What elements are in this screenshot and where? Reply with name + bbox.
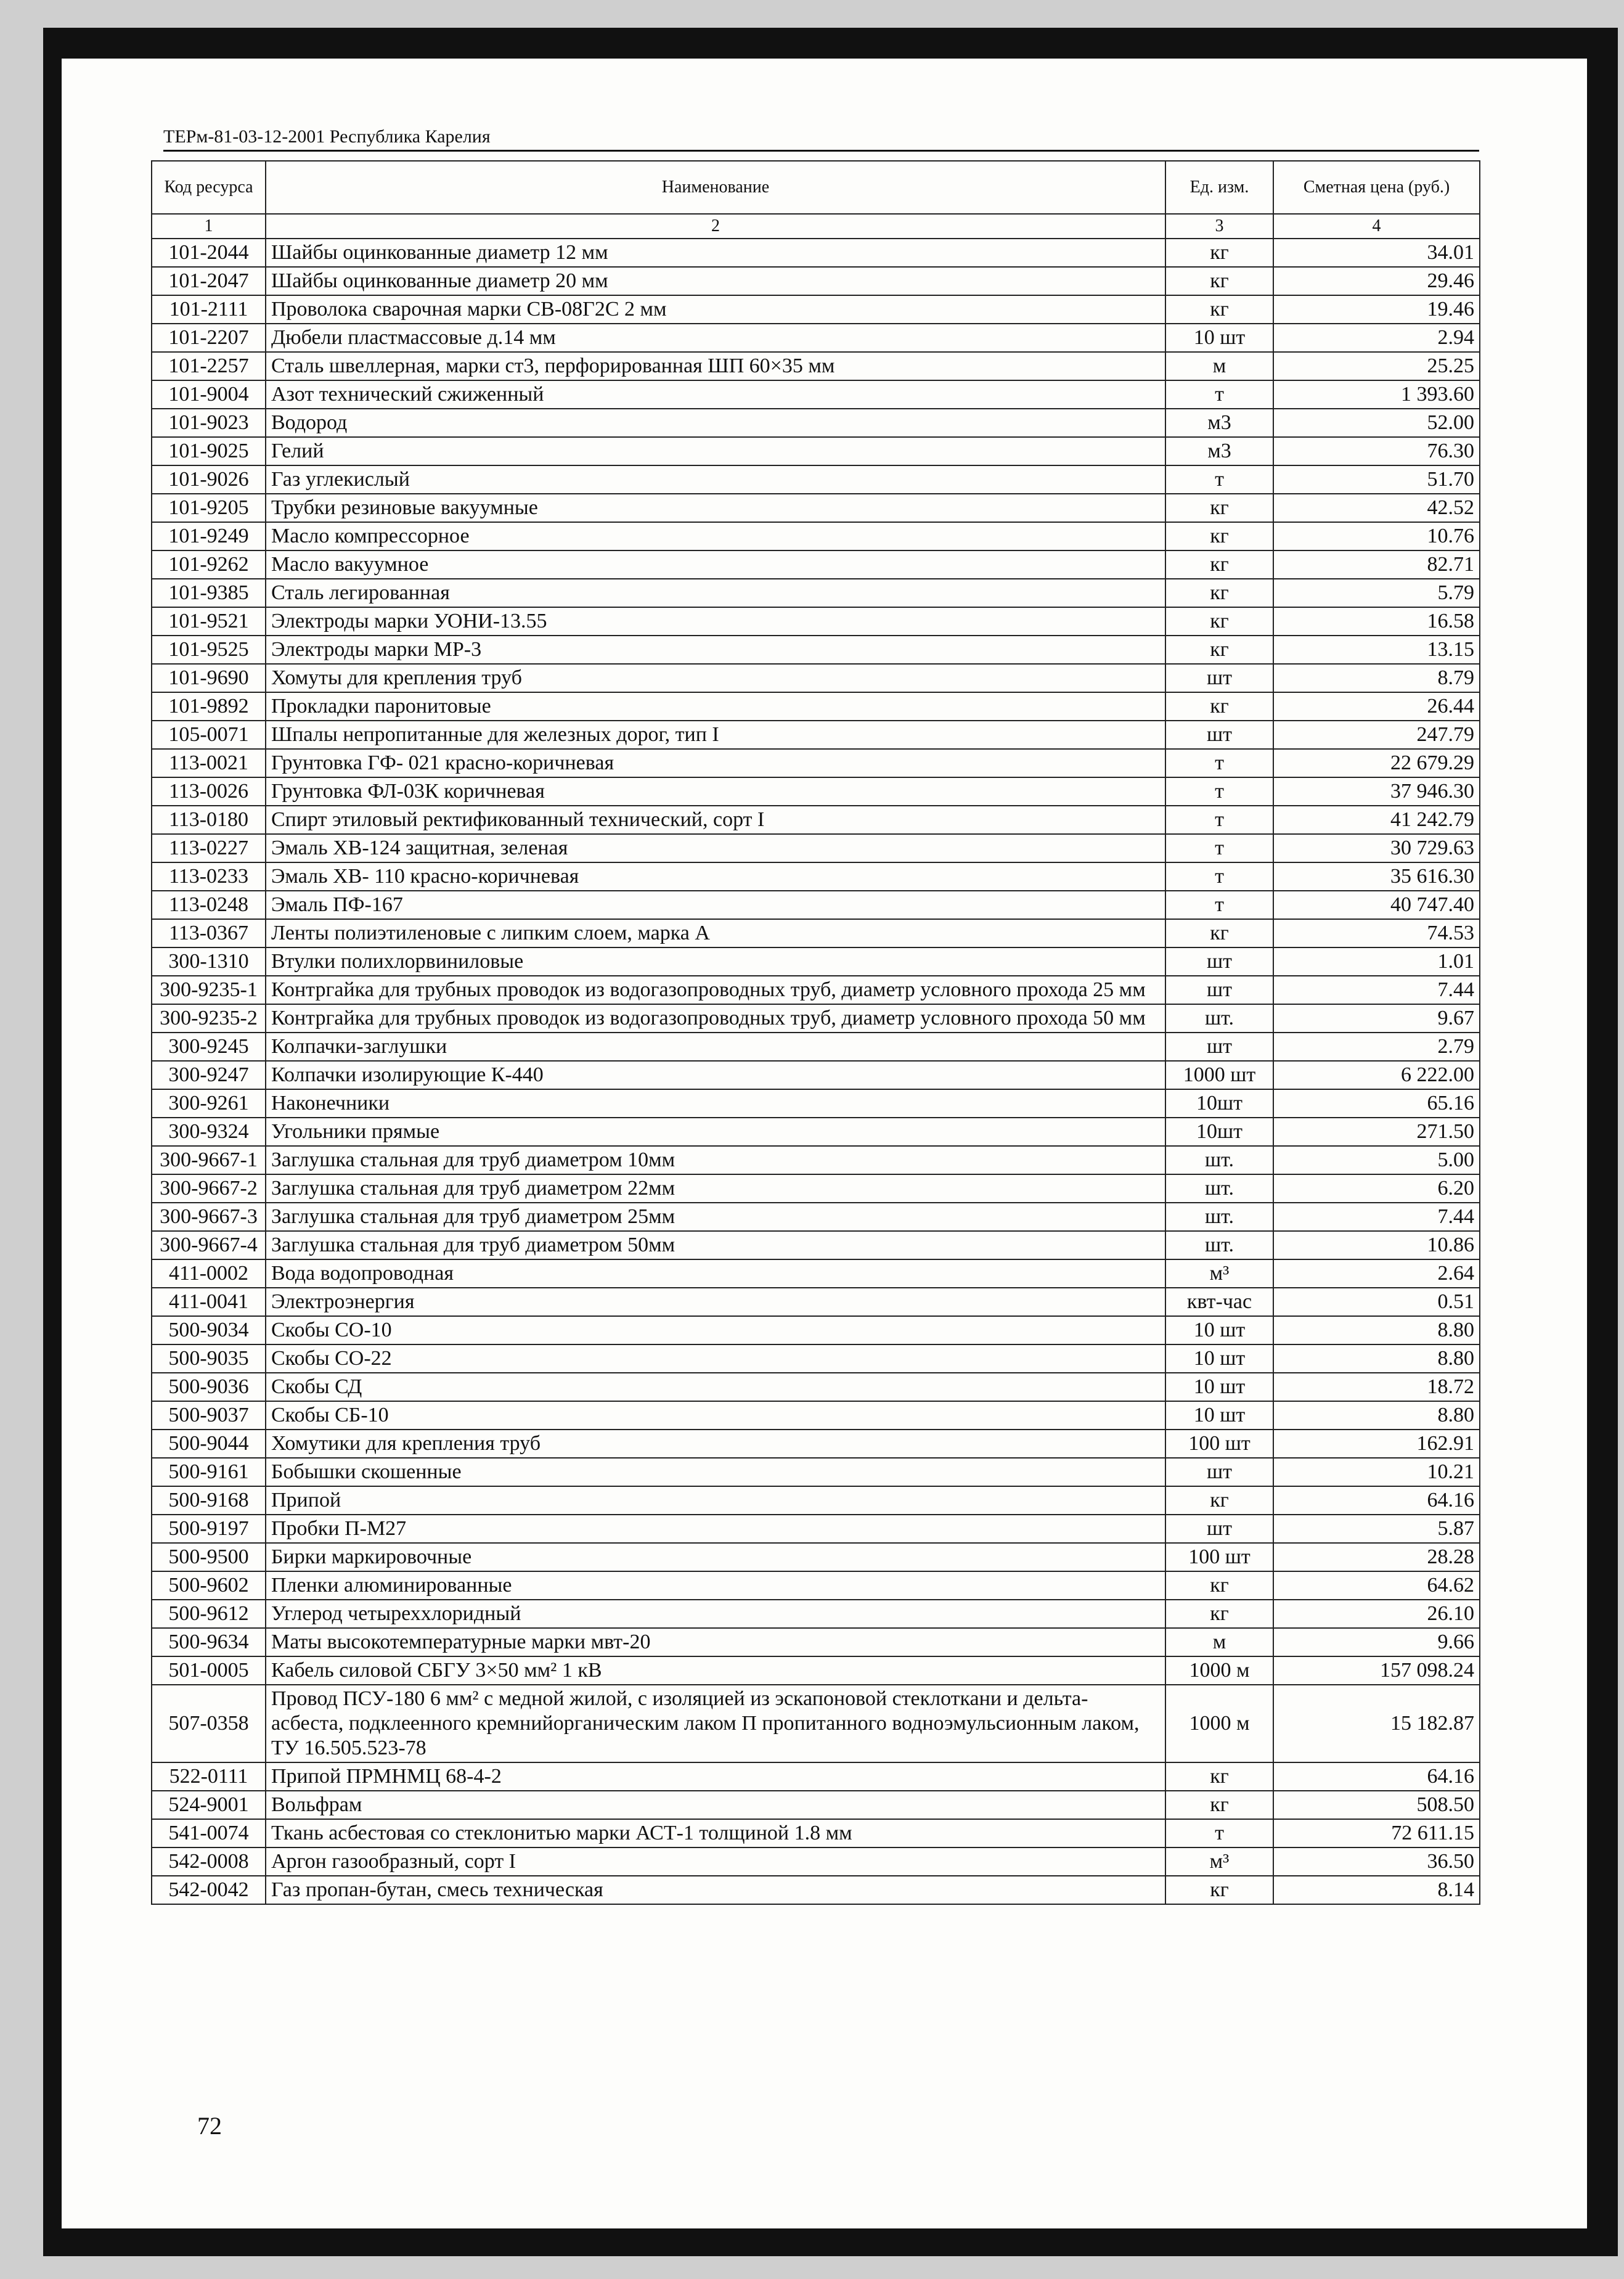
resource-price: 1 393.60 xyxy=(1273,380,1480,409)
resource-code: 101-2044 xyxy=(152,239,266,267)
resource-name: Углерод четыреххлоридный xyxy=(266,1600,1165,1628)
resource-unit: шт xyxy=(1165,664,1273,692)
document-header: ТЕРм-81-03-12-2001 Республика Карелия xyxy=(163,126,1479,152)
resource-unit: м xyxy=(1165,1628,1273,1656)
resource-name: Спирт этиловый ректификованный технический, сорт I xyxy=(266,806,1165,834)
resource-unit: шт xyxy=(1165,721,1273,749)
resource-price: 29.46 xyxy=(1273,267,1480,295)
resource-unit: кг xyxy=(1165,1762,1273,1791)
resource-name: Эмаль ХВ-124 защитная, зеленая xyxy=(266,834,1165,862)
resource-code: 524-9001 xyxy=(152,1791,266,1819)
table-row xyxy=(152,1231,1480,1259)
resource-unit: кг xyxy=(1165,692,1273,721)
resource-name: Скобы СД xyxy=(266,1373,1165,1401)
resource-name: Газ углекислый xyxy=(266,465,1165,494)
resource-code: 300-9261 xyxy=(152,1089,266,1118)
resource-code: 300-9247 xyxy=(152,1061,266,1089)
resource-unit: шт xyxy=(1165,1515,1273,1543)
resource-unit: 1000 шт xyxy=(1165,1061,1273,1089)
resource-price: 2.94 xyxy=(1273,324,1480,352)
table-row xyxy=(152,777,1480,806)
resource-unit: кг xyxy=(1165,1600,1273,1628)
resource-price: 8.14 xyxy=(1273,1876,1480,1904)
resource-code: 101-9262 xyxy=(152,550,266,579)
resource-price: 19.46 xyxy=(1273,295,1480,324)
table-row xyxy=(152,806,1480,834)
resource-price: 22 679.29 xyxy=(1273,749,1480,777)
resource-price: 37 946.30 xyxy=(1273,777,1480,806)
resource-price: 8.80 xyxy=(1273,1401,1480,1430)
price-table xyxy=(151,160,1480,1905)
resource-name: Сталь легированная xyxy=(266,579,1165,607)
resource-name: Ткань асбестовая со стеклонитью марки АСТ-1 толщиной 1.8 мм xyxy=(266,1819,1165,1847)
table-row xyxy=(152,1600,1480,1628)
resource-price: 30 729.63 xyxy=(1273,834,1480,862)
resource-unit: м³ xyxy=(1165,1847,1273,1876)
resource-name: Припой xyxy=(266,1486,1165,1515)
resource-unit: шт. xyxy=(1165,1004,1273,1033)
resource-unit: кг xyxy=(1165,579,1273,607)
resource-name: Контргайка для трубных проводок из водогазопроводных труб, диаметр условного прохода 25 мм xyxy=(266,976,1165,1004)
resource-name: Электроэнергия xyxy=(266,1288,1165,1316)
resource-price: 6 222.00 xyxy=(1273,1061,1480,1089)
resource-name: Вольфрам xyxy=(266,1791,1165,1819)
resource-unit: 10 шт xyxy=(1165,1344,1273,1373)
resource-code: 500-9168 xyxy=(152,1486,266,1515)
resource-unit: 10 шт xyxy=(1165,324,1273,352)
resource-name: Хомутики для крепления труб xyxy=(266,1430,1165,1458)
resource-price: 42.52 xyxy=(1273,494,1480,522)
resource-code: 113-0021 xyxy=(152,749,266,777)
resource-price: 5.79 xyxy=(1273,579,1480,607)
table-row xyxy=(152,267,1480,295)
table-row xyxy=(152,947,1480,976)
resource-code: 500-9634 xyxy=(152,1628,266,1656)
resource-price: 16.58 xyxy=(1273,607,1480,636)
resource-price: 26.10 xyxy=(1273,1600,1480,1628)
resource-code: 500-9602 xyxy=(152,1571,266,1600)
resource-price: 13.15 xyxy=(1273,636,1480,664)
table-row xyxy=(152,1819,1480,1847)
table-row xyxy=(152,721,1480,749)
resource-price: 2.64 xyxy=(1273,1259,1480,1288)
resource-code: 500-9612 xyxy=(152,1600,266,1628)
table-row xyxy=(152,834,1480,862)
resource-name: Масло вакуумное xyxy=(266,550,1165,579)
resource-code: 500-9044 xyxy=(152,1430,266,1458)
resource-unit: м3 xyxy=(1165,437,1273,465)
table-row xyxy=(152,409,1480,437)
table-row xyxy=(152,1089,1480,1118)
resource-code: 101-9205 xyxy=(152,494,266,522)
table-row xyxy=(152,749,1480,777)
resource-price: 10.76 xyxy=(1273,522,1480,550)
resource-unit: т xyxy=(1165,465,1273,494)
table-row xyxy=(152,1685,1480,1762)
resource-name: Бобышки скошенные xyxy=(266,1458,1165,1486)
resource-name: Скобы СБ-10 xyxy=(266,1401,1165,1430)
resource-name: Сталь швеллерная, марки ст3, перфорированная ШП 60×35 мм xyxy=(266,352,1165,380)
resource-name: Угольники прямые xyxy=(266,1118,1165,1146)
column-header-name: Наименование xyxy=(266,161,1165,214)
resource-price: 26.44 xyxy=(1273,692,1480,721)
table-row xyxy=(152,1118,1480,1146)
resource-name: Заглушка стальная для труб диаметром 22мм xyxy=(266,1174,1165,1203)
resource-code: 542-0042 xyxy=(152,1876,266,1904)
resource-name: Эмаль ХВ- 110 красно-коричневая xyxy=(266,862,1165,891)
table-row xyxy=(152,352,1480,380)
table-row xyxy=(152,1004,1480,1033)
resource-name: Масло компрессорное xyxy=(266,522,1165,550)
resource-price: 28.28 xyxy=(1273,1543,1480,1571)
resource-name: Прокладки паронитовые xyxy=(266,692,1165,721)
resource-name: Пленки алюминированные xyxy=(266,1571,1165,1600)
resource-price: 7.44 xyxy=(1273,976,1480,1004)
resource-price: 271.50 xyxy=(1273,1118,1480,1146)
resource-code: 101-9690 xyxy=(152,664,266,692)
table-row xyxy=(152,1146,1480,1174)
resource-unit: кг xyxy=(1165,636,1273,664)
resource-unit: кг xyxy=(1165,1876,1273,1904)
resource-price: 76.30 xyxy=(1273,437,1480,465)
resource-name: Маты высокотемпературные марки мвт-20 xyxy=(266,1628,1165,1656)
resource-unit: т xyxy=(1165,806,1273,834)
table-row xyxy=(152,891,1480,919)
resource-unit: шт xyxy=(1165,947,1273,976)
resource-name: Проволока сварочная марки СВ-08Г2С 2 мм xyxy=(266,295,1165,324)
resource-code: 500-9036 xyxy=(152,1373,266,1401)
resource-unit: кг xyxy=(1165,494,1273,522)
resource-unit: кг xyxy=(1165,1791,1273,1819)
resource-code: 113-0026 xyxy=(152,777,266,806)
table-row xyxy=(152,636,1480,664)
resource-price: 8.79 xyxy=(1273,664,1480,692)
table-row xyxy=(152,1458,1480,1486)
resource-code: 101-2047 xyxy=(152,267,266,295)
resource-price: 1.01 xyxy=(1273,947,1480,976)
resource-price: 8.80 xyxy=(1273,1344,1480,1373)
resource-code: 300-9667-4 xyxy=(152,1231,266,1259)
resource-price: 5.00 xyxy=(1273,1146,1480,1174)
resource-name: Скобы СО-22 xyxy=(266,1344,1165,1373)
resource-code: 101-9026 xyxy=(152,465,266,494)
table-row xyxy=(152,1033,1480,1061)
table-row xyxy=(152,919,1480,947)
resource-unit: кг xyxy=(1165,267,1273,295)
resource-unit: т xyxy=(1165,749,1273,777)
table-row xyxy=(152,976,1480,1004)
resource-price: 5.87 xyxy=(1273,1515,1480,1543)
resource-price: 25.25 xyxy=(1273,352,1480,380)
resource-unit: 100 шт xyxy=(1165,1430,1273,1458)
resource-price: 10.21 xyxy=(1273,1458,1480,1486)
resource-code: 113-0227 xyxy=(152,834,266,862)
resource-unit: т xyxy=(1165,862,1273,891)
table-row xyxy=(152,1515,1480,1543)
resource-unit: кг xyxy=(1165,1571,1273,1600)
resource-price: 36.50 xyxy=(1273,1847,1480,1876)
resource-name: Бирки маркировочные xyxy=(266,1543,1165,1571)
resource-name: Шпалы непропитанные для железных дорог, тип I xyxy=(266,721,1165,749)
resource-unit: т xyxy=(1165,891,1273,919)
table-row xyxy=(152,437,1480,465)
resource-code: 500-9500 xyxy=(152,1543,266,1571)
resource-unit: м³ xyxy=(1165,1259,1273,1288)
resource-code: 101-9525 xyxy=(152,636,266,664)
table-row xyxy=(152,1174,1480,1203)
resource-code: 101-9025 xyxy=(152,437,266,465)
resource-code: 101-2111 xyxy=(152,295,266,324)
resource-price: 82.71 xyxy=(1273,550,1480,579)
resource-unit: кг xyxy=(1165,522,1273,550)
column-header-price: Сметная цена (руб.) xyxy=(1273,161,1480,214)
resource-code: 101-9004 xyxy=(152,380,266,409)
resource-unit: 10шт xyxy=(1165,1089,1273,1118)
table-row xyxy=(152,1876,1480,1904)
resource-price: 0.51 xyxy=(1273,1288,1480,1316)
table-row xyxy=(152,522,1480,550)
resource-price: 52.00 xyxy=(1273,409,1480,437)
resource-name: Электроды марки УОНИ-13.55 xyxy=(266,607,1165,636)
resource-code: 507-0358 xyxy=(152,1685,266,1762)
resource-code: 300-9667-2 xyxy=(152,1174,266,1203)
resource-name: Ленты полиэтиленовые с липким слоем, марка А xyxy=(266,919,1165,947)
resource-price: 65.16 xyxy=(1273,1089,1480,1118)
resource-name: Заглушка стальная для труб диаметром 25мм xyxy=(266,1203,1165,1231)
resource-name: Азот технический сжиженный xyxy=(266,380,1165,409)
resource-code: 300-9235-2 xyxy=(152,1004,266,1033)
resource-price: 15 182.87 xyxy=(1273,1685,1480,1762)
table-row xyxy=(152,1203,1480,1231)
resource-price: 34.01 xyxy=(1273,239,1480,267)
resource-name: Эмаль ПФ-167 xyxy=(266,891,1165,919)
resource-code: 500-9161 xyxy=(152,1458,266,1486)
resource-unit: 10 шт xyxy=(1165,1373,1273,1401)
resource-price: 18.72 xyxy=(1273,1373,1480,1401)
table-row xyxy=(152,1571,1480,1600)
resource-code: 542-0008 xyxy=(152,1847,266,1876)
table-row xyxy=(152,1259,1480,1288)
resource-unit: 100 шт xyxy=(1165,1543,1273,1571)
table-row xyxy=(152,1288,1480,1316)
table-row xyxy=(152,607,1480,636)
table-row xyxy=(152,692,1480,721)
resource-name: Грунтовка ГФ- 021 красно-коричневая xyxy=(266,749,1165,777)
resource-unit: 1000 м xyxy=(1165,1656,1273,1685)
resource-unit: кг xyxy=(1165,550,1273,579)
table-row xyxy=(152,1847,1480,1876)
resource-unit: кг xyxy=(1165,239,1273,267)
resource-name: Кабель силовой СБГУ 3×50 мм² 1 кВ xyxy=(266,1656,1165,1685)
column-number: 4 xyxy=(1273,214,1480,239)
resource-unit: шт xyxy=(1165,1033,1273,1061)
resource-price: 40 747.40 xyxy=(1273,891,1480,919)
table-row xyxy=(152,1373,1480,1401)
resource-price: 247.79 xyxy=(1273,721,1480,749)
resource-price: 162.91 xyxy=(1273,1430,1480,1458)
resource-unit: шт. xyxy=(1165,1146,1273,1174)
resource-name: Заглушка стальная для труб диаметром 10мм xyxy=(266,1146,1165,1174)
resource-name: Гелий xyxy=(266,437,1165,465)
table-row xyxy=(152,1430,1480,1458)
resource-name: Грунтовка ФЛ-03К коричневая xyxy=(266,777,1165,806)
resource-code: 101-9249 xyxy=(152,522,266,550)
table-row xyxy=(152,295,1480,324)
resource-price: 41 242.79 xyxy=(1273,806,1480,834)
resource-code: 113-0248 xyxy=(152,891,266,919)
resource-code: 500-9037 xyxy=(152,1401,266,1430)
resource-code: 101-9892 xyxy=(152,692,266,721)
resource-code: 411-0002 xyxy=(152,1259,266,1288)
resource-code: 101-2207 xyxy=(152,324,266,352)
resource-code: 300-1310 xyxy=(152,947,266,976)
resource-code: 113-0367 xyxy=(152,919,266,947)
resource-code: 501-0005 xyxy=(152,1656,266,1685)
resource-name: Шайбы оцинкованные диаметр 20 мм xyxy=(266,267,1165,295)
resource-name: Колпачки изолирующие К-440 xyxy=(266,1061,1165,1089)
resource-code: 500-9197 xyxy=(152,1515,266,1543)
resource-code: 105-0071 xyxy=(152,721,266,749)
column-header-unit: Ед. изм. xyxy=(1165,161,1273,214)
table-row xyxy=(152,1401,1480,1430)
resource-code: 113-0233 xyxy=(152,862,266,891)
column-number: 1 xyxy=(152,214,266,239)
resource-unit: т xyxy=(1165,1819,1273,1847)
resource-unit: кг xyxy=(1165,607,1273,636)
table-row xyxy=(152,1316,1480,1344)
resource-code: 101-9521 xyxy=(152,607,266,636)
table-row xyxy=(152,324,1480,352)
resource-unit: кг xyxy=(1165,919,1273,947)
resource-price: 7.44 xyxy=(1273,1203,1480,1231)
resource-unit: кг xyxy=(1165,1486,1273,1515)
resource-unit: шт. xyxy=(1165,1174,1273,1203)
resource-code: 300-9667-3 xyxy=(152,1203,266,1231)
resource-unit: кг xyxy=(1165,295,1273,324)
table-row xyxy=(152,1344,1480,1373)
resource-price: 74.53 xyxy=(1273,919,1480,947)
resource-code: 113-0180 xyxy=(152,806,266,834)
table-row xyxy=(152,494,1480,522)
resource-price: 157 098.24 xyxy=(1273,1656,1480,1685)
table-row xyxy=(152,1628,1480,1656)
resource-name: Заглушка стальная для труб диаметром 50мм xyxy=(266,1231,1165,1259)
table-row xyxy=(152,1486,1480,1515)
resource-price: 64.16 xyxy=(1273,1762,1480,1791)
resource-name: Колпачки-заглушки xyxy=(266,1033,1165,1061)
resource-name: Электроды марки МР-3 xyxy=(266,636,1165,664)
resource-code: 101-9023 xyxy=(152,409,266,437)
table-row xyxy=(152,579,1480,607)
table-row xyxy=(152,550,1480,579)
resource-name: Втулки полихлорвиниловые xyxy=(266,947,1165,976)
resource-price: 9.67 xyxy=(1273,1004,1480,1033)
resource-name: Водород xyxy=(266,409,1165,437)
resource-unit: шт xyxy=(1165,976,1273,1004)
resource-name: Пробки П-М27 xyxy=(266,1515,1165,1543)
resource-unit: 1000 м xyxy=(1165,1685,1273,1762)
resource-code: 300-9667-1 xyxy=(152,1146,266,1174)
resource-unit: м xyxy=(1165,352,1273,380)
table-row xyxy=(152,239,1480,267)
resource-unit: шт xyxy=(1165,1458,1273,1486)
resource-price: 508.50 xyxy=(1273,1791,1480,1819)
resource-price: 9.66 xyxy=(1273,1628,1480,1656)
resource-name: Припой ПРМНМЦ 68-4-2 xyxy=(266,1762,1165,1791)
resource-unit: м3 xyxy=(1165,409,1273,437)
table-row xyxy=(152,1061,1480,1089)
resource-code: 101-9385 xyxy=(152,579,266,607)
resource-name: Шайбы оцинкованные диаметр 12 мм xyxy=(266,239,1165,267)
table-row xyxy=(152,862,1480,891)
table-row xyxy=(152,465,1480,494)
resource-unit: т xyxy=(1165,380,1273,409)
resource-name: Дюбели пластмассовые д.14 мм xyxy=(266,324,1165,352)
resource-name: Наконечники xyxy=(266,1089,1165,1118)
column-number: 3 xyxy=(1165,214,1273,239)
resource-unit: 10 шт xyxy=(1165,1401,1273,1430)
table-header-row xyxy=(152,161,1480,214)
resource-name: Скобы СО-10 xyxy=(266,1316,1165,1344)
resource-code: 300-9245 xyxy=(152,1033,266,1061)
resource-code: 500-9035 xyxy=(152,1344,266,1373)
resource-unit: т xyxy=(1165,777,1273,806)
resource-code: 541-0074 xyxy=(152,1819,266,1847)
column-number-row xyxy=(152,214,1480,239)
resource-code: 101-2257 xyxy=(152,352,266,380)
resource-name: Трубки резиновые вакуумные xyxy=(266,494,1165,522)
resource-unit: квт-час xyxy=(1165,1288,1273,1316)
resource-code: 522-0111 xyxy=(152,1762,266,1791)
resource-name: Хомуты для крепления труб xyxy=(266,664,1165,692)
column-header-code: Код ресурса xyxy=(152,161,266,214)
table-row xyxy=(152,1791,1480,1819)
resource-name: Вода водопроводная xyxy=(266,1259,1165,1288)
resource-code: 500-9034 xyxy=(152,1316,266,1344)
page-number: 72 xyxy=(197,2112,222,2140)
resource-price: 35 616.30 xyxy=(1273,862,1480,891)
column-number: 2 xyxy=(266,214,1165,239)
resource-price: 51.70 xyxy=(1273,465,1480,494)
resource-unit: т xyxy=(1165,834,1273,862)
resource-price: 64.16 xyxy=(1273,1486,1480,1515)
table-row xyxy=(152,1543,1480,1571)
resource-name: Контргайка для трубных проводок из водогазопроводных труб, диаметр условного прохода 50 мм xyxy=(266,1004,1165,1033)
resource-code: 411-0041 xyxy=(152,1288,266,1316)
resource-price: 8.80 xyxy=(1273,1316,1480,1344)
resource-unit: 10шт xyxy=(1165,1118,1273,1146)
resource-price: 64.62 xyxy=(1273,1571,1480,1600)
table-row xyxy=(152,1762,1480,1791)
resource-unit: шт. xyxy=(1165,1231,1273,1259)
resource-name: Провод ПСУ-180 6 мм² с медной жилой, с изоляцией из эскапоновой стеклоткани и дельта-асбеста, подклеенного кремнийорганическим лаком П пропитанного водноэмульсионным лаком, ТУ 16.505.523-78 xyxy=(266,1685,1165,1762)
table-row xyxy=(152,380,1480,409)
resource-name: Газ пропан-бутан, смесь техническая xyxy=(266,1876,1165,1904)
table-row xyxy=(152,664,1480,692)
resource-code: 300-9235-1 xyxy=(152,976,266,1004)
resource-unit: 10 шт xyxy=(1165,1316,1273,1344)
resource-price: 72 611.15 xyxy=(1273,1819,1480,1847)
resource-price: 6.20 xyxy=(1273,1174,1480,1203)
table-body xyxy=(152,239,1480,1904)
resource-code: 300-9324 xyxy=(152,1118,266,1146)
resource-price: 2.79 xyxy=(1273,1033,1480,1061)
table-row xyxy=(152,1656,1480,1685)
resource-unit: шт. xyxy=(1165,1203,1273,1231)
resource-price: 10.86 xyxy=(1273,1231,1480,1259)
resource-name: Аргон газообразный, сорт I xyxy=(266,1847,1165,1876)
